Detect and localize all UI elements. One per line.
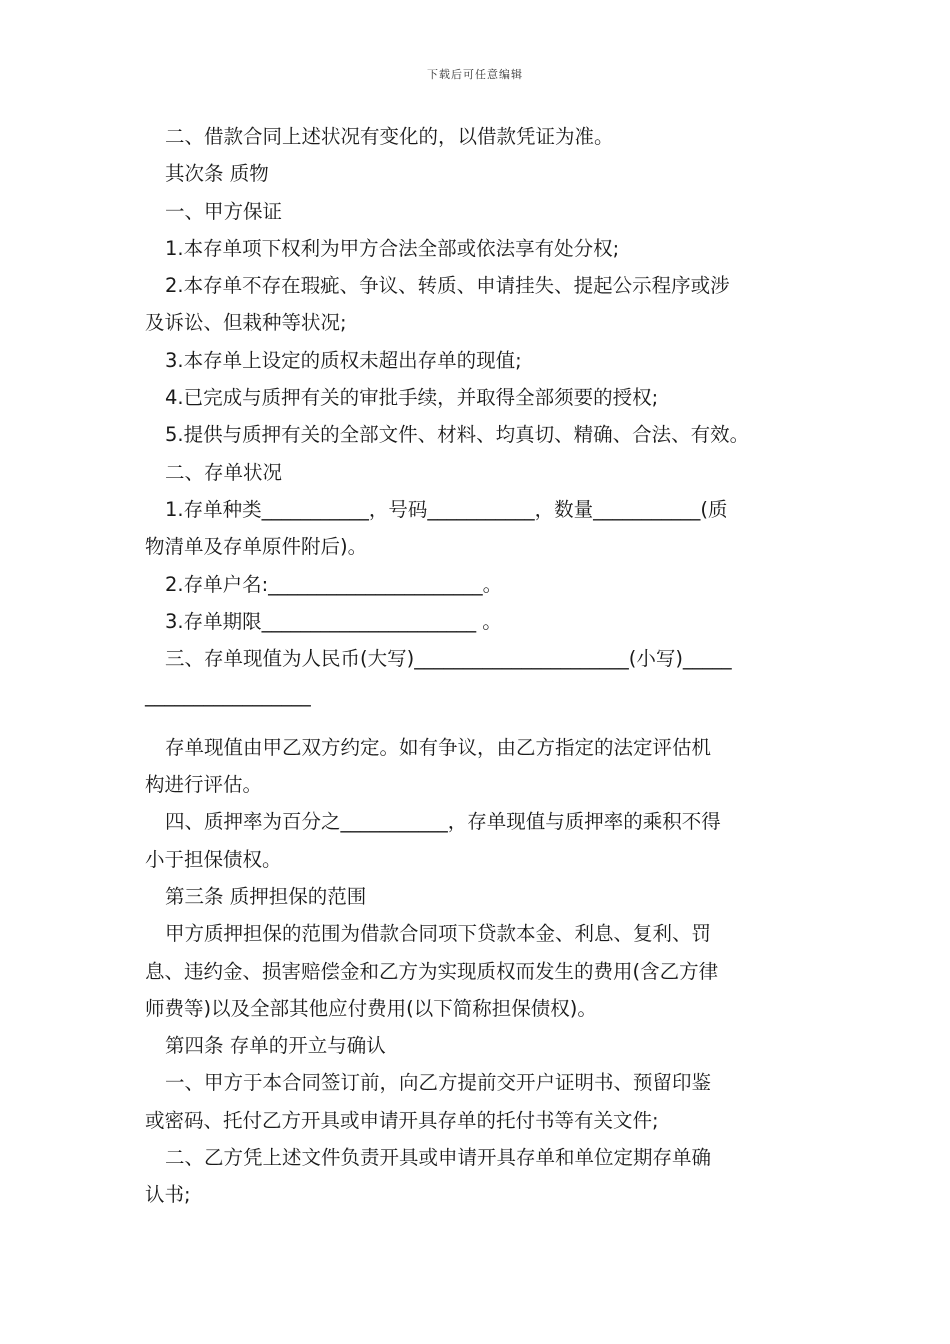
paragraph-line: 或密码、托付乙方开具或申请开具存单的托付书等有关文件; — [145, 1108, 659, 1132]
article-heading: 第四条 存单的开立与确认 — [165, 1034, 386, 1058]
document-body — [145, 118, 815, 1214]
paragraph-line: 四、质押率为百分之___________，存单现值与质押率的乘积不得 — [165, 810, 721, 834]
paragraph-line: 4.已完成与质押有关的审批手续，并取得全部须要的授权; — [165, 386, 659, 410]
paragraph-line: 2.存单户名:______________________。 — [165, 572, 503, 596]
paragraph-line: 甲方质押担保的范围为借款合同项下贷款本金、利息、复利、罚 — [165, 922, 712, 946]
article-heading: 其次条 质物 — [165, 162, 269, 186]
paragraph-line: 3.本存单上设定的质权未超出存单的现值; — [165, 348, 522, 372]
paragraph-line: 师费等)以及全部其他应付费用(以下简称担保债权)。 — [145, 996, 597, 1020]
paragraph-line: 5.提供与质押有关的全部文件、材料、均真切、精确、合法、有效。 — [165, 423, 750, 447]
article-heading: 第三条 质押担保的范围 — [165, 884, 367, 908]
paragraph-line: 及诉讼、但栽种等状况; — [145, 311, 347, 335]
section-heading: 一、甲方保证 — [165, 199, 283, 223]
page-header-note: 下载后可任意编辑 — [427, 68, 523, 81]
paragraph-line: 1.存单种类___________，号码___________，数量___________(质 — [165, 497, 728, 521]
paragraph-line: 构进行评估。 — [145, 773, 263, 797]
paragraph-line: 一、甲方于本合同签订前，向乙方提前交开户证明书、预留印鉴 — [165, 1071, 712, 1095]
paragraph-line: 息、违约金、损害赔偿金和乙方为实现质权而发生的费用(含乙方律 — [145, 959, 719, 983]
paragraph-line: 1.本存单项下权利为甲方合法全部或依法享有处分权; — [165, 236, 620, 260]
paragraph-line: 小于担保债权。 — [145, 847, 282, 871]
paragraph-line: 存单现值由甲乙双方约定。如有争议，由乙方指定的法定评估机 — [165, 735, 712, 759]
paragraph-line: 二、借款合同上述状况有变化的，以借款凭证为准。 — [165, 125, 614, 148]
paragraph-gap — [145, 715, 815, 729]
paragraph-line: 三、存单现值为人民币(大写)______________________(小写)_____ — [165, 647, 732, 671]
paragraph-line: 3.存单期限______________________ 。 — [165, 609, 502, 633]
paragraph-line: 认书; — [145, 1183, 191, 1207]
paragraph-line: 物清单及存单原件附后)。 — [145, 535, 368, 559]
section-heading: 二、存单状况 — [165, 460, 283, 484]
paragraph-line: _________________ — [145, 684, 311, 708]
paragraph-line: 二、乙方凭上述文件负责开具或申请开具存单和单位定期存单确 — [165, 1146, 712, 1170]
paragraph-line: 2.本存单不存在瑕疵、争议、转质、申请挂失、提起公示程序或涉 — [165, 274, 730, 298]
